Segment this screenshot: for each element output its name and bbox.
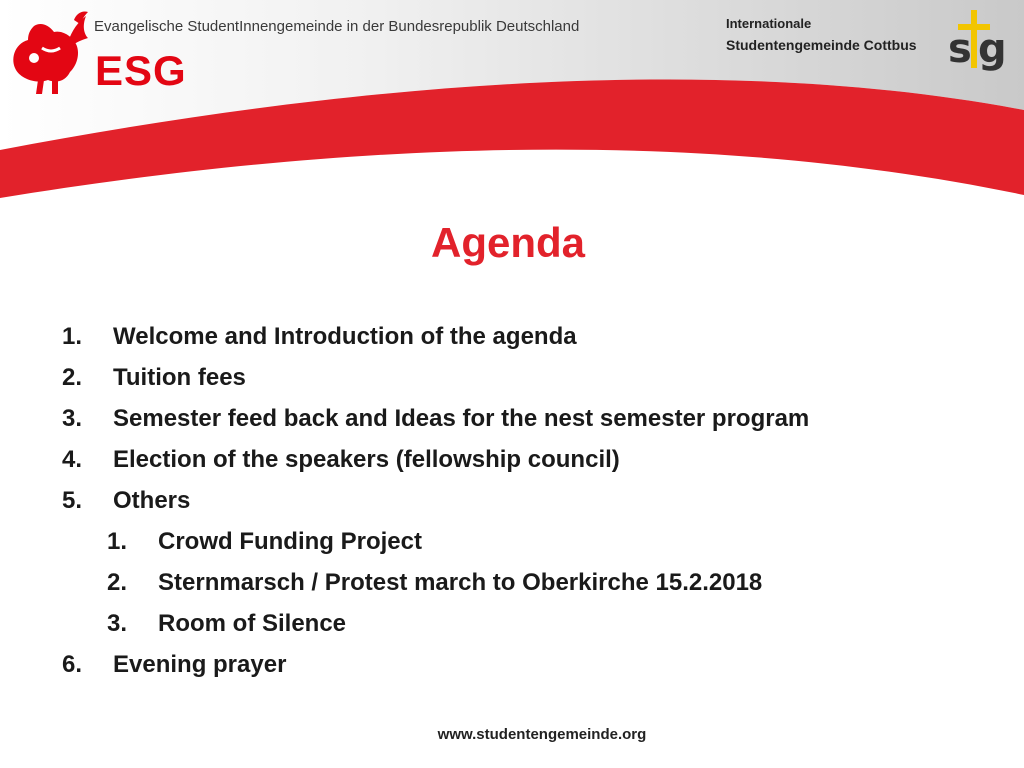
slide-title: Agenda [430, 219, 585, 266]
agenda-item-number: 3. [62, 405, 83, 432]
agenda-item-text: Tuition fees [113, 364, 246, 391]
esg-logo-text: ESG [95, 47, 187, 94]
agenda-item-number: 6. [62, 651, 83, 678]
agenda-item-text: Welcome and Introduction of the agenda [113, 323, 577, 350]
agenda-item-number: 3. [107, 610, 128, 637]
header-tagline: Evangelische StudentInnengemeinde in der Bundesrepublik Deutschland [94, 18, 580, 35]
agenda-item-number: 2. [107, 569, 128, 596]
agenda-item-text: Sternmarsch / Protest march to Oberkirche 15.2.2018 [158, 569, 763, 596]
agenda-item-text: Evening prayer [113, 651, 287, 678]
agenda-item-text: Crowd Funding Project [158, 528, 422, 555]
agenda-item-number: 1. [62, 323, 83, 350]
footer-url: www.studentengemeinde.org [437, 726, 647, 743]
agenda-item-number: 5. [62, 487, 83, 514]
agenda-item-number: 1. [107, 528, 128, 555]
agenda-item-text: Room of Silence [158, 610, 347, 637]
agenda-item-text: Semester feed back and Ideas for the nest semester program [113, 405, 810, 432]
org-name-line1: Internationale [726, 16, 812, 31]
agenda-item-number: 2. [62, 364, 83, 391]
svg-text:s: s [948, 26, 972, 72]
sg-cross-logo-icon [944, 8, 1010, 76]
agenda-item-text: Election of the speakers (fellowship council) [113, 446, 620, 473]
org-name-line2: Studentengemeinde Cottbus [726, 37, 917, 53]
svg-text:g: g [978, 26, 1007, 72]
agenda-item-text: Others [113, 487, 191, 514]
agenda-item-number: 4. [62, 446, 83, 473]
rooster-icon [8, 8, 94, 96]
